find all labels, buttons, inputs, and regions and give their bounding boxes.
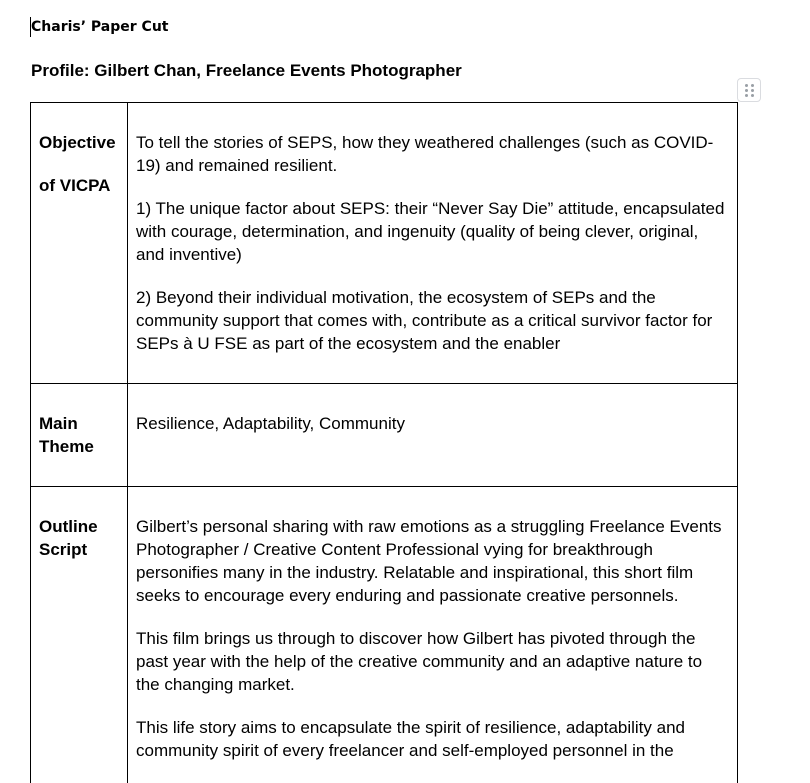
main-theme-content-cell <box>128 384 738 487</box>
outline-script-paragraph: This life story aims to encapsulate the spirit of resilience, adaptability and community spirit of every freelancer and self-employed personnel in the <box>136 718 685 760</box>
outline-script-paragraph: This film brings us through to discover how Gilbert has pivoted through the past year with the help of the creative community and an adaptive nature to the changing market. <box>136 629 703 694</box>
main-theme-label: Main Theme <box>39 414 94 456</box>
objective-paragraph: 2) Beyond their individual motivation, the ecosystem of SEPs and the community support that comes with, contribute as a critical survivor factor for SEPs à U FSE as part of the ecosystem and the enabler <box>136 288 713 353</box>
main-theme-text: Resilience, Adaptability, Community <box>136 414 405 433</box>
outline-script-label-cell <box>31 487 128 783</box>
objective-label-cell <box>31 103 128 384</box>
outline-script-label: Outline Script <box>39 517 98 559</box>
main-theme-label-cell <box>31 384 128 487</box>
outline-table <box>30 102 738 783</box>
outline-script-paragraph: Gilbert’s personal sharing with raw emotions as a struggling Freelance Events Photographer / Creative Content Professional vying for breakthrough personifies many in the industry. Relatable and inspirational, this short film seeks to encourage every enduring and passionate creative personnels. <box>136 517 722 605</box>
objective-label-line1: Objective <box>39 133 116 152</box>
profile-heading: Profile: Gilbert Chan, Freelance Events Photographer <box>31 61 462 80</box>
outline-script-content-cell <box>128 487 738 783</box>
table-row-main-theme <box>31 384 738 487</box>
document-title: Charis’ Paper Cut <box>31 19 169 35</box>
objective-paragraph: To tell the stories of SEPS, how they weathered challenges (such as COVID-19) and remained resilient. <box>136 133 714 175</box>
table-row-outline-script <box>31 487 738 783</box>
table-row-objective <box>31 103 738 384</box>
objective-label-line2: of VICPA <box>39 176 111 195</box>
table-drag-handle-icon[interactable] <box>737 78 761 102</box>
objective-content-cell <box>128 103 738 384</box>
objective-paragraph: 1) The unique factor about SEPS: their “Never Say Die” attitude, encapsulated with courage, determination, and ingenuity (quality of being clever, original, and inventive) <box>136 199 725 264</box>
